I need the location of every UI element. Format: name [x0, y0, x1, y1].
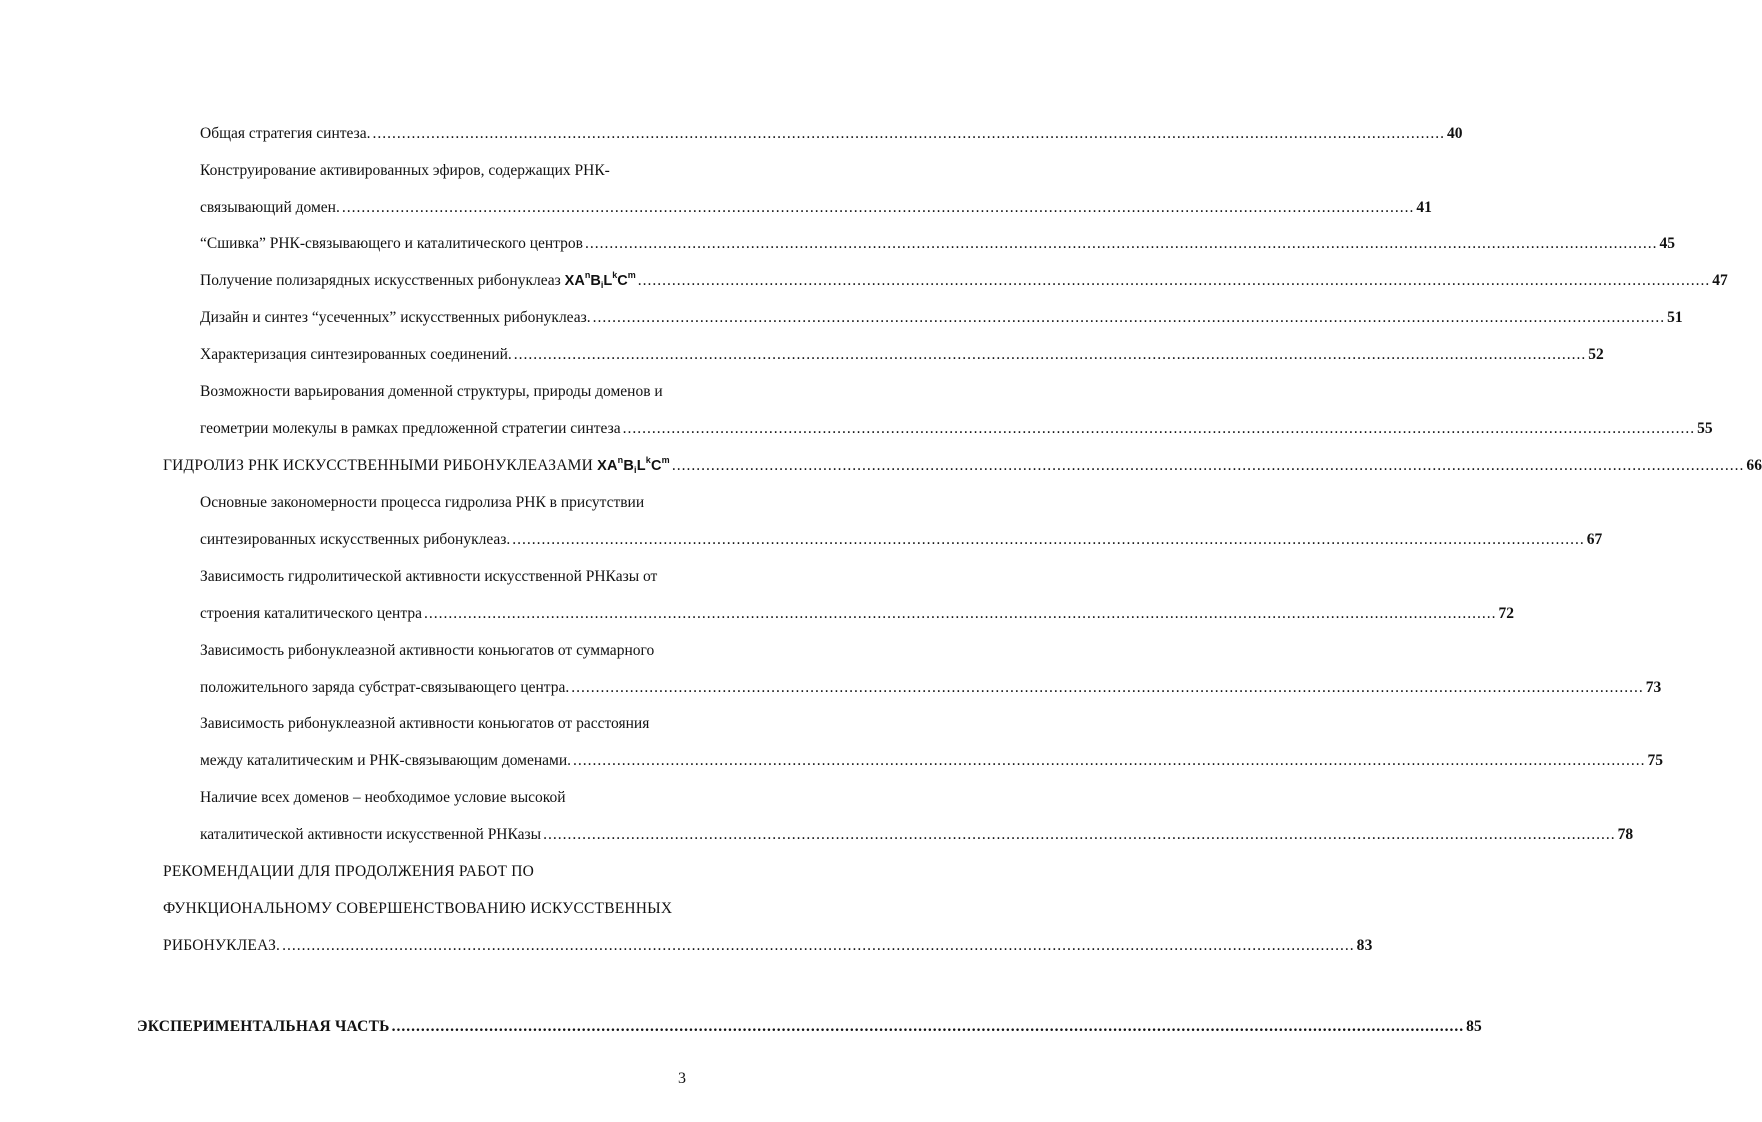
toc-section-recommendations [163, 936, 1373, 956]
toc-leader: ............................................................................................................................................................................................................................ [571, 679, 1644, 696]
toc-entry-title: Получение полизарядных искусственных рибонуклеаз [200, 272, 565, 289]
toc-entry-all-domains [200, 825, 1634, 845]
toc-section-recommendations-line2: ФУНКЦИОНАЛЬНОМУ СОВЕРШЕНСТВОВАНИЮ ИСКУССТВЕННЫХ [163, 900, 673, 917]
toc-page-number: 51 [1667, 309, 1683, 326]
toc-entry-title: Характеризация синтезированных соединений. [200, 346, 512, 363]
toc-entry-title: Общая стратегия синтеза. [200, 125, 371, 142]
toc-entry-title: связывающий домен. [200, 199, 340, 216]
toc-entry-polycharged [200, 270, 1728, 291]
toc-entry-title: между каталитическим и РНК-связывающим доменами. [200, 752, 572, 769]
toc-entry-title: “Сшивка” РНК-связывающего и каталитического центров [200, 235, 583, 252]
toc-entry-variation-line1: Возможности варьирования доменной структуры, природы доменов и [200, 383, 663, 400]
toc-page-number: 67 [1586, 531, 1603, 548]
toc-entry-variation [200, 419, 1713, 439]
toc-leader: ............................................................................................................................................................................................................................ [584, 235, 1658, 252]
toc-page-number: 40 [1446, 125, 1463, 142]
toc-leader: ............................................................................................................................................................................................................................ [573, 752, 1646, 769]
formula-xanblkcm: $XA^nB_iL^kC^m$ [564, 270, 636, 290]
toc-leader: ............................................................................................................................................................................................................................ [423, 605, 1497, 622]
toc-entry-truncated [200, 308, 1683, 328]
toc-page-number: 78 [1617, 826, 1634, 843]
toc-entry-all-domains-line1: Наличие всех доменов – необходимое условие высокой [200, 789, 566, 806]
toc-leader: ............................................................................................................................................................................................................................ [372, 125, 1445, 142]
toc-page-number: 72 [1498, 605, 1514, 622]
toc-leader: ............................................................................................................................................................................................................................ [637, 272, 1711, 289]
toc-page-number: 45 [1659, 235, 1675, 252]
toc-entry-title: синтезированных искусственных рибонуклеаз. [200, 531, 511, 548]
toc-entry-activated-esters [200, 198, 1432, 218]
toc-entry-title: геометрии молекулы в рамках предложенной стратегии синтеза [200, 420, 621, 437]
toc-page-number: 66 [1746, 457, 1762, 474]
toc-page-number: 41 [1416, 199, 1432, 216]
toc-entry-distance [200, 751, 1664, 771]
toc-entry-regularities-line1: Основные закономерности процесса гидролиза РНК в присутствии [200, 494, 645, 511]
toc-entry-title: строения каталитического центра [200, 605, 422, 622]
toc-leader: ............................................................................................................................................................................................................................ [282, 937, 1355, 954]
toc-entry-title: каталитической активности искусственной РНКазы [200, 826, 542, 843]
toc-leader: ............................................................................................................................................................................................................................ [512, 531, 1585, 548]
toc-section-hydrolysis [163, 455, 1762, 476]
toc-entry-general-strategy [200, 124, 1463, 144]
toc-leader: ............................................................................................................................................................................................................................ [341, 199, 1415, 216]
page-number: 3 [678, 1070, 686, 1087]
toc-leader: ............................................................................................................................................................................................................................ [671, 457, 1745, 474]
toc-page-number: 47 [1712, 272, 1728, 289]
toc-entry-activated-esters-line1: Конструирование активированных эфиров, содержащих РНК- [200, 162, 610, 179]
formula-xanblkcm: $XA^nB_iL^kC^m$ [597, 455, 670, 475]
toc-chapter-experimental [137, 1017, 1482, 1037]
toc-page-number: 55 [1697, 420, 1713, 437]
toc-section-recommendations-line1: РЕКОМЕНДАЦИИ ДЛЯ ПРОДОЛЖЕНИЯ РАБОТ ПО [163, 863, 535, 880]
toc-page-number: 73 [1645, 679, 1662, 696]
toc-page-number: 75 [1647, 752, 1664, 769]
toc-entry-distance-line1: Зависимость рибонуклеазной активности коньюгатов от расстояния [200, 715, 650, 732]
toc-entry-catalytic-center-line1: Зависимость гидролитической активности искусственной РНКазы от [200, 568, 658, 585]
toc-entry-charge-line1: Зависимость рибонуклеазной активности коньюгатов от суммарного [200, 642, 655, 659]
toc-leader: ............................................................................................................................................................................................................................ [622, 420, 1696, 437]
toc-leader: ............................................................................................................................................................................................................................ [543, 826, 1616, 843]
toc-page-number: 52 [1588, 346, 1604, 363]
toc-chapter-title: ЭКСПЕРИМЕНТАЛЬНАЯ ЧАСТЬ [137, 1018, 390, 1035]
toc-entry-regularities [200, 530, 1603, 550]
toc-leader: ............................................................................................................................................................................................................................ [513, 346, 1587, 363]
toc-leader: ............................................................................................................................................................................................................................ [592, 309, 1666, 326]
toc-page-number: 85 [1466, 1018, 1482, 1035]
toc-section-title: РИБОНУКЛЕАЗ. [163, 937, 281, 954]
toc-entry-characterization [200, 345, 1604, 365]
toc-entry-charge [200, 678, 1662, 698]
toc-entry-title: Дизайн и синтез “усеченных” искусственных рибонуклеаз. [200, 309, 591, 326]
toc-entry-catalytic-center [200, 604, 1514, 624]
toc-section-title: ГИДРОЛИЗ РНК ИСКУССТВЕННЫМИ РИБОНУКЛЕАЗАМИ [163, 457, 598, 474]
toc-leader: ............................................................................................................................................................................................................................ [391, 1018, 1465, 1035]
toc-entry-stitching [200, 234, 1675, 254]
toc-page-number: 83 [1356, 937, 1373, 954]
toc-entry-title: положительного заряда субстрат-связывающего центра. [200, 679, 570, 696]
